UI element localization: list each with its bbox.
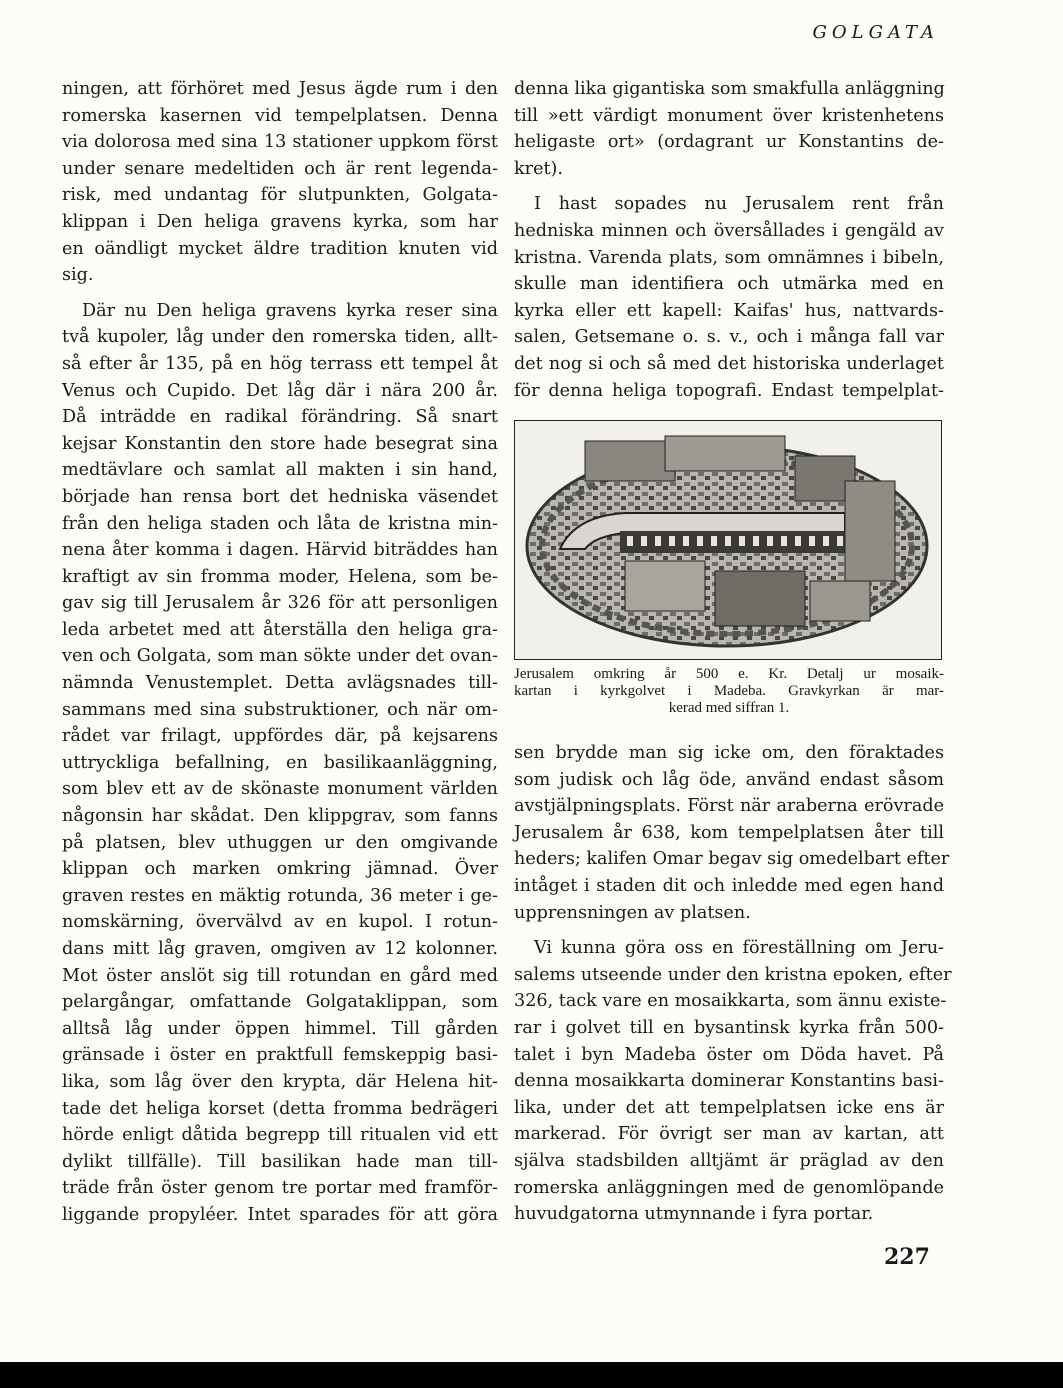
text-line: rar i golvet till en bysantinsk kyrka från 500- xyxy=(514,1017,944,1038)
text-line: 326, tack vare en mosaikkarta, som ännu existe- xyxy=(514,991,947,1012)
text-line: nomskärning, övervälvd av en kupol. I rotun- xyxy=(62,912,498,933)
running-header: GOLGATA xyxy=(812,22,939,43)
text-line: romerska anläggningen med de genomlöpande xyxy=(514,1177,944,1198)
text-line: denna lika gigantiska som smakfulla anläggning xyxy=(514,79,945,99)
text-line: salems utseende under den kristna epoken, efter xyxy=(514,964,952,985)
paragraph xyxy=(514,191,944,404)
text-line: som blev ett av de skönaste monument världen xyxy=(62,779,498,800)
text-line: rådet var frilagt, uppfördes där, på kejsarens xyxy=(62,726,498,747)
text-line: det nog si och så med det historiska underlaget xyxy=(514,353,944,374)
text-line: gränsade i öster en praktfull femskeppig basi- xyxy=(62,1045,498,1066)
text-line: Där nu Den heliga gravens kyrka reser sina xyxy=(82,300,498,321)
text-line: medtävlare och samlat all makten i sin hand, xyxy=(62,460,498,481)
text-line: pelargångar, omfattande Golgataklippan, som xyxy=(62,992,498,1013)
text-line: någonsin har skådat. Den klippgrav, som fanns xyxy=(62,806,498,827)
text-line: klippan i Den heliga gravens kyrka, som har xyxy=(62,211,498,232)
text-line: lika, som låg över den krypta, där Helena hit- xyxy=(62,1071,498,1092)
text-line: klippan och marken omkring jämnad. Över xyxy=(62,859,498,880)
text-line: till »ett värdigt monument över kristenhetens xyxy=(514,105,944,126)
text-line: så efter år 135, på en hög terrass ett tempel åt xyxy=(62,353,498,374)
text-line: från den heliga staden och låta de kristna min- xyxy=(62,513,498,534)
text-line: tade det heliga korset (detta fromma bedrägeri xyxy=(62,1098,498,1119)
text-line: nena åter komma i dagen. Härvid biträddes han xyxy=(62,540,498,561)
text-line: ven och Golgata, som man sökte under det ovan- xyxy=(62,646,498,667)
page-number: 227 xyxy=(884,1244,930,1270)
text-line: under senare medeltiden och är rent legenda- xyxy=(62,158,498,179)
text-line: salen, Getsemane o. s. v., och i många fall var xyxy=(514,327,944,348)
text-line: nämnda Venustemplet. Detta avlägsnades till- xyxy=(62,673,498,694)
text-line: dylikt tillfälle). Till basilikan hade man till- xyxy=(62,1151,498,1172)
text-line: via dolorosa med sina 13 stationer uppkom först xyxy=(62,132,498,153)
text-line: avstjälpningsplats. Först när araberna erövrade xyxy=(514,796,944,817)
text-line: markerad. För övrigt ser man av kartan, att xyxy=(514,1124,944,1145)
text-line: Jerusalem år 638, kom tempelplatsen åter till xyxy=(514,822,944,843)
text-line: uttryckliga befallning, en basilikaanläggning, xyxy=(62,752,498,773)
text-line: liggande propyléer. Intet sparades för att göra xyxy=(62,1204,498,1225)
text-line: hedniska minnen och översållades i gengäld av xyxy=(514,220,944,241)
caption-line: Jerusalem omkring år 500 e. Kr. Detalj ur mosaik- xyxy=(514,666,944,682)
text-line: skulle man identifiera och utmärka med en xyxy=(514,274,944,295)
text-line: huvudgatorna utmynnande i fyra portar. xyxy=(514,1204,874,1225)
caption-line: kartan i kyrkgolvet i Madeba. Gravkyrkan är mar- xyxy=(514,683,944,699)
text-line: heligaste ort» (ordagrant ur Konstantins de- xyxy=(514,132,944,153)
text-line: träde från öster genom tre portar med framför- xyxy=(62,1178,498,1199)
text-line: kret). xyxy=(514,158,564,179)
text-line: talet i byn Madeba öster om Döda havet. På xyxy=(514,1044,944,1065)
text-line: Mot öster anslöt sig till rotundan en gård med xyxy=(62,965,498,986)
right-column-top xyxy=(514,76,944,413)
figure-caption xyxy=(514,666,944,717)
text-line: leda arbetet med att återställa den heliga gra- xyxy=(62,619,498,640)
text-line: romerska kasernen vid tempelplatsen. Denna xyxy=(62,105,498,126)
text-line: Vi kunna göra oss en föreställning om Jeru- xyxy=(534,938,944,959)
text-line: kristna. Varenda plats, som omnämnes i bibeln, xyxy=(514,247,944,268)
text-line: på platsen, blev uthuggen ur den omgivande xyxy=(62,832,498,853)
text-line: heders; kalifen Omar begav sig omedelbart efter xyxy=(514,849,950,870)
paragraph xyxy=(514,935,952,1228)
left-column xyxy=(62,76,498,1238)
paragraph xyxy=(62,76,498,289)
text-line: kyrka eller ett kapell: Kaifas' hus, nattvards- xyxy=(514,300,944,321)
text-line: Då inträdde en radikal förändring. Så snart xyxy=(62,407,498,428)
text-line: intåget i staden dit och inledde med egen hand xyxy=(514,875,944,896)
text-line: sig. xyxy=(62,265,94,286)
text-line: själva stadsbilden alltjämt är präglad av den xyxy=(514,1150,944,1171)
text-line: som judisk och låg öde, använd endast såsom xyxy=(514,769,944,790)
text-line: gav sig till Jerusalem år 326 för att personligen xyxy=(62,593,498,614)
caption-line: kerad med siffran 1. xyxy=(668,700,790,716)
text-line: upprensningen av platsen. xyxy=(514,902,751,923)
paragraph xyxy=(514,740,950,926)
right-column-bottom xyxy=(514,740,952,1237)
text-line: ningen, att förhöret med Jesus ägde rum i den xyxy=(62,79,498,99)
text-line: risk, med undantag för slutpunkten, Golgata- xyxy=(62,185,498,206)
text-line: kraftigt av sin fromma moder, Helena, som be- xyxy=(62,566,498,587)
mosaic-map-figure xyxy=(514,420,942,660)
jerusalem-mosaic-image xyxy=(515,421,940,658)
text-line: graven restes en mäktig rotunda, 36 meter i ge- xyxy=(62,885,498,906)
text-line: en oändligt mycket äldre tradition knuten vid xyxy=(62,238,498,259)
text-line: denna mosaikkarta dominerar Konstantins basi- xyxy=(514,1071,944,1092)
text-line: alltså låg under öppen himmel. Till gården xyxy=(62,1018,498,1039)
text-line: I hast sopades nu Jerusalem rent från xyxy=(534,194,944,215)
text-line: för denna heliga topografi. Endast tempelplat- xyxy=(514,380,944,401)
text-line: Venus och Cupido. Det låg där i nära 200 år. xyxy=(62,380,498,401)
text-line: lika, under det att tempelplatsen icke ens är xyxy=(514,1097,944,1118)
text-line: sen brydde man sig icke om, den föraktades xyxy=(514,743,944,763)
text-line: började han rensa bort det hedniska väsendet xyxy=(62,486,498,507)
text-line: kejsar Konstantin den store hade besegrat sina xyxy=(62,433,498,454)
paragraph xyxy=(62,298,498,1229)
text-line: två kupoler, låg under den romerska tiden, allt- xyxy=(62,327,498,348)
text-line: dans mitt låg graven, omgiven av 12 kolonner. xyxy=(62,939,498,959)
text-line: sammans med sina substruktioner, och när om- xyxy=(62,699,498,720)
paragraph xyxy=(514,76,944,182)
text-line: hörde enligt dåtida begrepp till ritualen vid ett xyxy=(62,1125,498,1146)
